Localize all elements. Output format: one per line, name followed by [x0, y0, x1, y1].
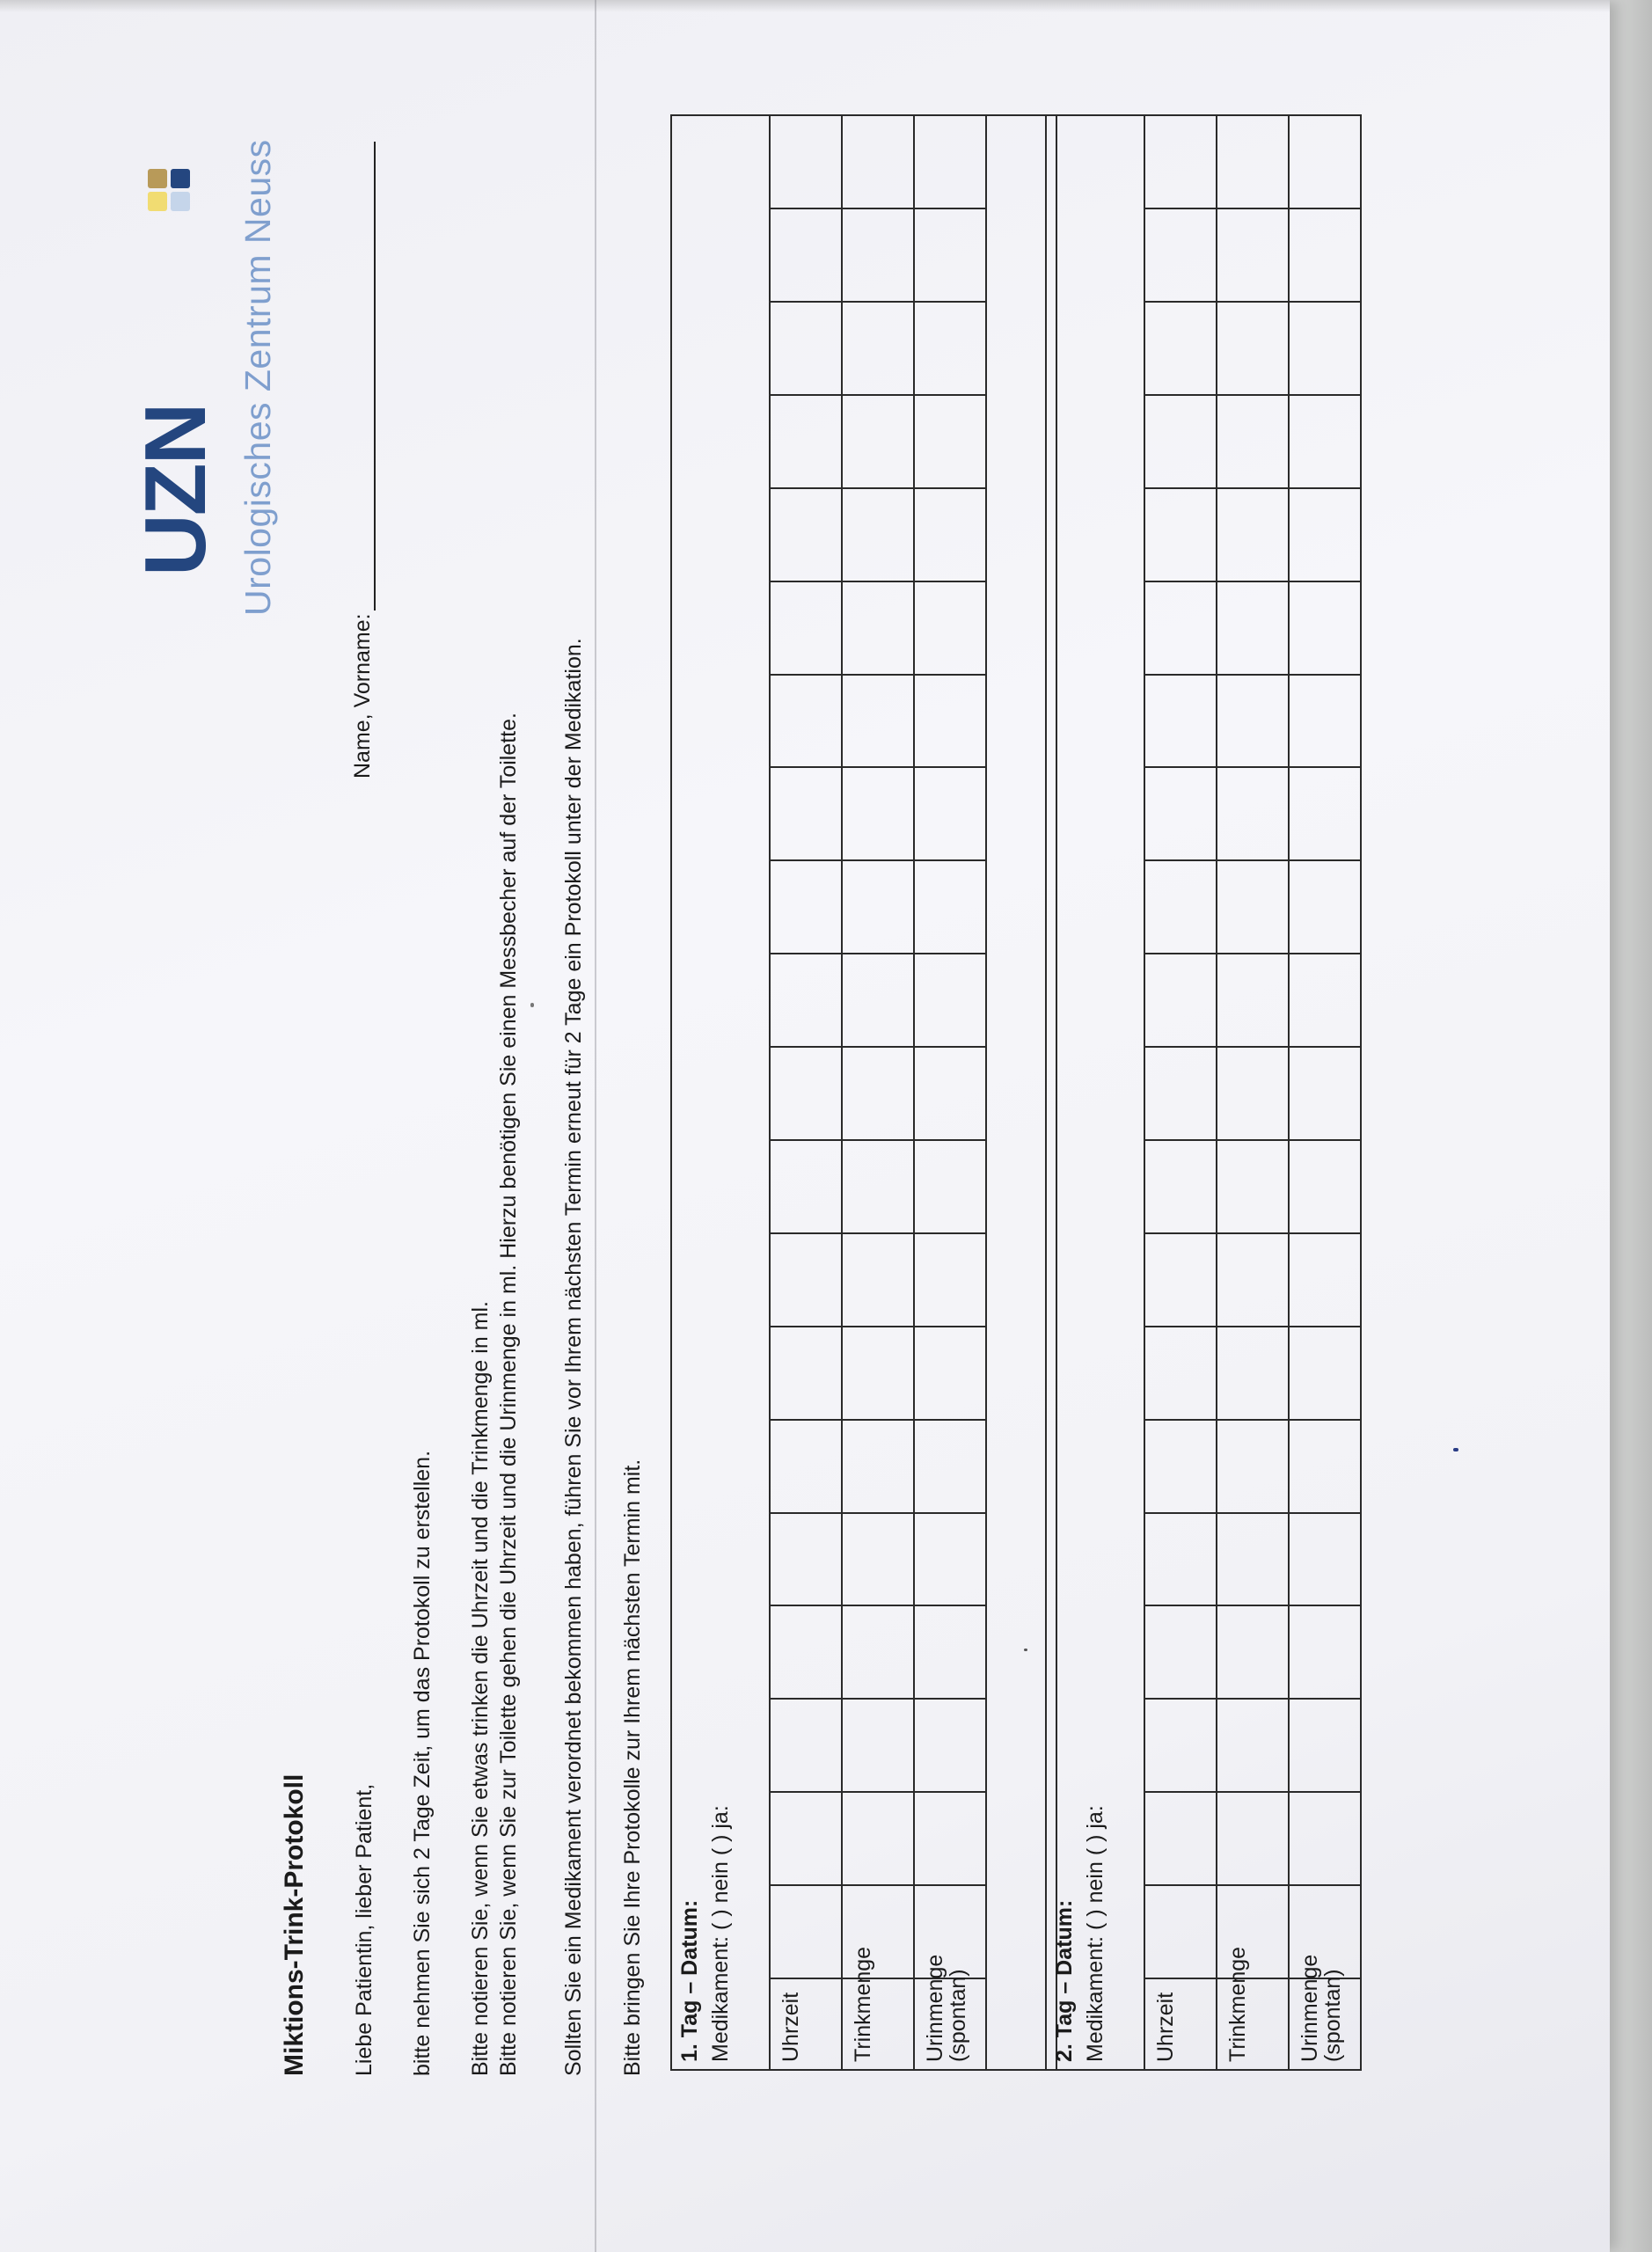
day-2-entry-cell[interactable] — [1289, 1047, 1361, 1140]
day-2-entry-cell[interactable] — [1217, 1047, 1289, 1140]
day-2-entry-cell[interactable] — [1217, 581, 1289, 675]
day-1-entry-cell[interactable] — [914, 675, 986, 768]
day-2-entry-cell[interactable] — [1144, 302, 1217, 395]
day-2-entry-cell[interactable] — [1144, 1792, 1217, 1885]
day-1-entry-cell[interactable] — [770, 488, 842, 581]
uzn-logo-text: UZN — [127, 404, 223, 576]
day-2-entry-cell[interactable] — [1217, 767, 1289, 860]
ink-speck — [1453, 1448, 1458, 1451]
instruction-urination: Bitte notieren Sie, wenn Sie zur Toilette gehen die Uhrzeit und die Urinmenge in ml. Hierzu benötigen Sie einen Messbecher auf der Toilette. — [496, 713, 521, 2076]
day-1-entry-cell[interactable] — [842, 395, 914, 488]
day-1-entry-cell[interactable] — [914, 1699, 986, 1792]
day-1-entry-cell[interactable] — [770, 208, 842, 302]
day-2-entry-cell[interactable] — [1144, 1233, 1217, 1327]
day-1-entry-cell[interactable] — [770, 1792, 842, 1885]
day-1-entry-cell[interactable] — [842, 1140, 914, 1233]
intro-text: bitte nehmen Sie sich 2 Tage Zeit, um das Protokoll zu erstellen. — [410, 1450, 435, 2076]
day-2-row-drink — [1217, 115, 1289, 2070]
day-2-entry-cell[interactable] — [1289, 1233, 1361, 1327]
day-2-row-time — [1144, 115, 1217, 2070]
day-1-entry-cell[interactable] — [914, 1047, 986, 1140]
day-1-row-label: Trinkmenge — [842, 1978, 914, 2070]
day-2-entry-cell[interactable] — [1289, 1699, 1361, 1792]
day-2-entry-cell[interactable] — [1217, 675, 1289, 768]
day-1-entry-cell[interactable] — [914, 488, 986, 581]
day-1-entry-cell[interactable] — [914, 1792, 986, 1885]
day-1-entry-cell[interactable] — [914, 767, 986, 860]
day-2-table — [1045, 114, 1362, 2071]
day-1-row-label: Uhrzeit — [770, 1978, 842, 2070]
day-2-row-label: Uhrzeit — [1144, 1978, 1217, 2070]
day-2-header-cell — [1046, 115, 1144, 2070]
day-2-entry-cell[interactable] — [1144, 860, 1217, 954]
day-1-entry-cell[interactable] — [914, 581, 986, 675]
day-1-entry-cell[interactable] — [842, 1420, 914, 1513]
greeting-text: Liebe Patientin, lieber Patient, — [352, 1783, 376, 2076]
day-1-entry-cell[interactable] — [842, 675, 914, 768]
document-title: Miktions-Trink-Protokoll — [280, 1773, 309, 2076]
instruction-drinking: Bitte notieren Sie, wenn Sie etwas trinken die Uhrzeit und die Trinkmenge in ml. — [468, 1300, 493, 2076]
day-2-entry-cell[interactable] — [1217, 860, 1289, 954]
day-2-entry-cell[interactable] — [1144, 488, 1217, 581]
day-2-entry-cell[interactable] — [1289, 954, 1361, 1047]
dust-speck — [1024, 1649, 1027, 1651]
day-1-entry-cell[interactable] — [842, 1792, 914, 1885]
day-1-entry-cell[interactable] — [914, 1233, 986, 1327]
logo-square-dark-blue — [171, 169, 190, 188]
day-2-entry-cell[interactable] — [1289, 1327, 1361, 1420]
day-2-row-label: Trinkmenge — [1217, 1978, 1289, 2070]
day-1-medication-line: Medikament: ( ) nein ( ) ja: — [708, 1805, 733, 2062]
day-2-entry-cell[interactable] — [1144, 1140, 1217, 1233]
day-2-entry-cell[interactable] — [1217, 1140, 1289, 1233]
day-2-entry-cell[interactable] — [1217, 488, 1289, 581]
day-1-entry-cell[interactable] — [842, 1233, 914, 1327]
day-2-entry-cell[interactable] — [1144, 115, 1217, 208]
day-1-entry-cell[interactable] — [842, 767, 914, 860]
day-2-entry-cell[interactable] — [1144, 581, 1217, 675]
day-2-entry-cell[interactable] — [1217, 395, 1289, 488]
day-1-entry-cell[interactable] — [770, 395, 842, 488]
day-2-entry-cell[interactable] — [1144, 675, 1217, 768]
day-2-entry-cell[interactable] — [1289, 115, 1361, 208]
day-1-entry-cell[interactable] — [914, 1513, 986, 1606]
day-1-entry-cell[interactable] — [842, 1513, 914, 1606]
day-2-entry-cell[interactable] — [1144, 1513, 1217, 1606]
day-1-entry-cell[interactable] — [770, 1327, 842, 1420]
day-1-row-time — [770, 115, 842, 2070]
day-1-entry-cell[interactable] — [914, 115, 986, 208]
day-2-entry-cell[interactable] — [1289, 208, 1361, 302]
day-1-entry-cell[interactable] — [914, 208, 986, 302]
day-1-entry-cell[interactable] — [842, 1699, 914, 1792]
day-2-row-label: Urinmenge (spontan) — [1289, 1978, 1361, 2070]
day-1-entry-cell[interactable] — [770, 581, 842, 675]
day-2-entry-cell[interactable] — [1289, 395, 1361, 488]
day-1-header-cell — [671, 115, 770, 2070]
day-2-entry-cell[interactable] — [1144, 954, 1217, 1047]
day-1-entry-cell[interactable] — [842, 581, 914, 675]
day-2-entry-cell[interactable] — [1289, 1605, 1361, 1699]
day-2-entry-cell[interactable] — [1289, 1420, 1361, 1513]
day-1-table — [670, 114, 1057, 2071]
day-1-entry-cell[interactable] — [842, 954, 914, 1047]
day-1-entry-cell[interactable] — [914, 395, 986, 488]
day-1-entry-cell[interactable] — [914, 860, 986, 954]
day-1-entry-cell[interactable] — [842, 488, 914, 581]
logo-square-gold — [148, 169, 167, 188]
day-2-entry-cell[interactable] — [1289, 1513, 1361, 1606]
day-2-entry-cell[interactable] — [1144, 1885, 1217, 1978]
logo-square-yellow — [148, 192, 167, 211]
day-2-entry-cell[interactable] — [1289, 1140, 1361, 1233]
day-1-entry-cell[interactable] — [770, 1885, 842, 1978]
day-1-entry-cell[interactable] — [770, 1047, 842, 1140]
day-2-entry-cell[interactable] — [1144, 1047, 1217, 1140]
logo-subtitle: Urologisches Zentrum Neuss — [238, 139, 278, 616]
day-2-entry-cell[interactable] — [1217, 954, 1289, 1047]
day-2-entry-cell[interactable] — [1217, 1605, 1289, 1699]
day-1-entry-cell[interactable] — [842, 1605, 914, 1699]
day-2-entry-cell[interactable] — [1217, 302, 1289, 395]
day-2-entry-cell[interactable] — [1217, 1513, 1289, 1606]
day-2-entry-cell[interactable] — [1217, 1327, 1289, 1420]
day-1-entry-cell[interactable] — [770, 767, 842, 860]
day-1-entry-cell[interactable] — [842, 208, 914, 302]
day-2-entry-cell[interactable] — [1289, 302, 1361, 395]
day-2-entry-cell[interactable] — [1217, 1233, 1289, 1327]
day-2-entry-cell[interactable] — [1289, 488, 1361, 581]
day-2-entry-cell[interactable] — [1289, 1792, 1361, 1885]
day-2-date-label: 2. Tag – Datum: — [1052, 1899, 1077, 2062]
day-1-entry-cell[interactable] — [770, 302, 842, 395]
day-2-entry-cell[interactable] — [1289, 675, 1361, 768]
day-1-entry-cell[interactable] — [770, 1699, 842, 1792]
day-1-entry-cell[interactable] — [842, 1047, 914, 1140]
day-1-entry-cell[interactable] — [842, 115, 914, 208]
day-2-entry-cell[interactable] — [1289, 767, 1361, 860]
day-2-medication-line: Medikament: ( ) nein ( ) ja: — [1083, 1805, 1107, 2062]
day-2-entry-cell[interactable] — [1217, 115, 1289, 208]
day-2-entry-cell[interactable] — [1217, 208, 1289, 302]
day-2-entry-cell[interactable] — [1144, 1327, 1217, 1420]
day-1-entry-cell[interactable] — [842, 1327, 914, 1420]
day-2-entry-cell[interactable] — [1289, 581, 1361, 675]
day-2-entry-cell[interactable] — [1144, 1699, 1217, 1792]
day-1-entry-cell[interactable] — [914, 1420, 986, 1513]
day-1-entry-cell[interactable] — [770, 675, 842, 768]
day-1-entry-cell[interactable] — [914, 1605, 986, 1699]
day-2-row-urine — [1289, 115, 1361, 2070]
day-1-entry-cell[interactable] — [914, 954, 986, 1047]
day-1-entry-cell[interactable] — [914, 1327, 986, 1420]
dust-speck — [530, 1003, 534, 1007]
day-1-row-label: Urinmenge (spontan) — [914, 1978, 986, 2070]
day-2-entry-cell[interactable] — [1144, 767, 1217, 860]
day-2-entry-cell[interactable] — [1217, 1792, 1289, 1885]
day-1-entry-cell[interactable] — [770, 860, 842, 954]
day-1-entry-cell[interactable] — [770, 1420, 842, 1513]
day-2-entry-cell[interactable] — [1217, 1420, 1289, 1513]
day-2-entry-cell[interactable] — [1217, 1699, 1289, 1792]
day-2-entry-cell[interactable] — [1144, 208, 1217, 302]
day-2-entry-cell[interactable] — [1289, 860, 1361, 954]
day-1-entry-cell[interactable] — [770, 1513, 842, 1606]
day-1-date-label: 1. Tag – Datum: — [677, 1899, 702, 2062]
logo-square-light-blue — [171, 192, 190, 211]
day-1-entry-cell[interactable] — [770, 115, 842, 208]
day-1-entry-cell[interactable] — [770, 1605, 842, 1699]
day-1-entry-cell[interactable] — [914, 302, 986, 395]
day-1-entry-cell[interactable] — [842, 860, 914, 954]
day-2-entry-cell[interactable] — [1144, 1605, 1217, 1699]
day-1-entry-cell[interactable] — [770, 1140, 842, 1233]
medication-note: Sollten Sie ein Medikament verordnet bekommen haben, führen Sie vor Ihrem nächsten Termin erneut für 2 Tage ein Protokoll unter der Medikation. — [561, 638, 586, 2076]
name-field-label: Name, Vorname: — [350, 613, 375, 779]
day-1-row-drink — [842, 115, 914, 2070]
bring-protocols-note: Bitte bringen Sie Ihre Protokolle zur Ihrem nächsten Termin mit. — [620, 1459, 645, 2076]
day-1-entry-cell[interactable] — [842, 302, 914, 395]
name-input-line[interactable] — [374, 142, 376, 611]
day-1-row-urine — [914, 115, 986, 2070]
day-2-entry-cell[interactable] — [1144, 1420, 1217, 1513]
day-1-entry-cell[interactable] — [914, 1140, 986, 1233]
day-2-entry-cell[interactable] — [1144, 395, 1217, 488]
day-1-entry-cell[interactable] — [770, 954, 842, 1047]
day-1-entry-cell[interactable] — [770, 1233, 842, 1327]
